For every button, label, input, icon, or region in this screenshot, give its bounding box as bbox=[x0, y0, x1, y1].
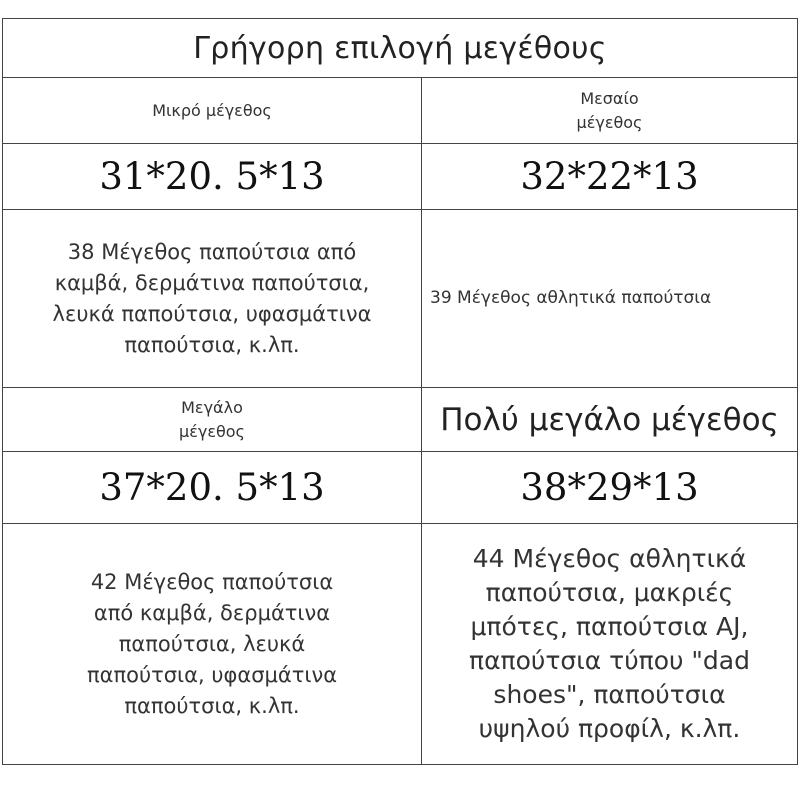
size-chart-table bbox=[2, 18, 798, 765]
size-label-extra-large bbox=[422, 388, 798, 452]
description-large bbox=[3, 524, 422, 765]
description-extra-large-text: 44 Μέγεθος αθλητικά παπούτσια, μακριές μπότες, παπούτσια AJ, παπούτσια τύπου "dad shoes", παπούτσια υψηλού προφίλ, κ.λπ. bbox=[469, 544, 750, 743]
size-label-medium bbox=[422, 78, 798, 144]
description-extra-large bbox=[422, 524, 798, 765]
size-label-large-text: Μεγάλο μέγεθος bbox=[179, 397, 245, 441]
size-label-extra-large-text: Πολύ μεγάλο μέγεθος bbox=[440, 401, 779, 438]
size-label-medium-text: Μεσαίο μέγεθος bbox=[576, 88, 643, 132]
description-medium bbox=[422, 210, 798, 388]
dimensions-large: 37*20. 5*13 bbox=[3, 452, 422, 524]
dimensions-medium: 32*22*13 bbox=[422, 144, 798, 210]
size-label-large bbox=[3, 388, 422, 452]
description-large-text: 42 Μέγεθος παπούτσια από καμβά, δερμάτινα παπούτσια, λευκά παπούτσια, υφασμάτινα παπούτσια, κ.λπ. bbox=[86, 569, 338, 718]
page-title: Γρήγορη επιλογή μεγέθους bbox=[3, 19, 798, 78]
dimensions-small: 31*20. 5*13 bbox=[3, 144, 422, 210]
description-medium-text: 39 Μέγεθος αθλητικά παπούτσια bbox=[430, 288, 712, 308]
size-label-small bbox=[3, 78, 422, 144]
description-small bbox=[3, 210, 422, 388]
description-small-text: 38 Μέγεθος παπούτσια από καμβά, δερμάτινα παπούτσια, λευκά παπούτσια, υφασμάτινα παπούτσια, κ.λπ. bbox=[52, 239, 372, 357]
dimensions-extra-large: 38*29*13 bbox=[422, 452, 798, 524]
size-label-small-text: Μικρό μέγεθος bbox=[152, 100, 272, 120]
